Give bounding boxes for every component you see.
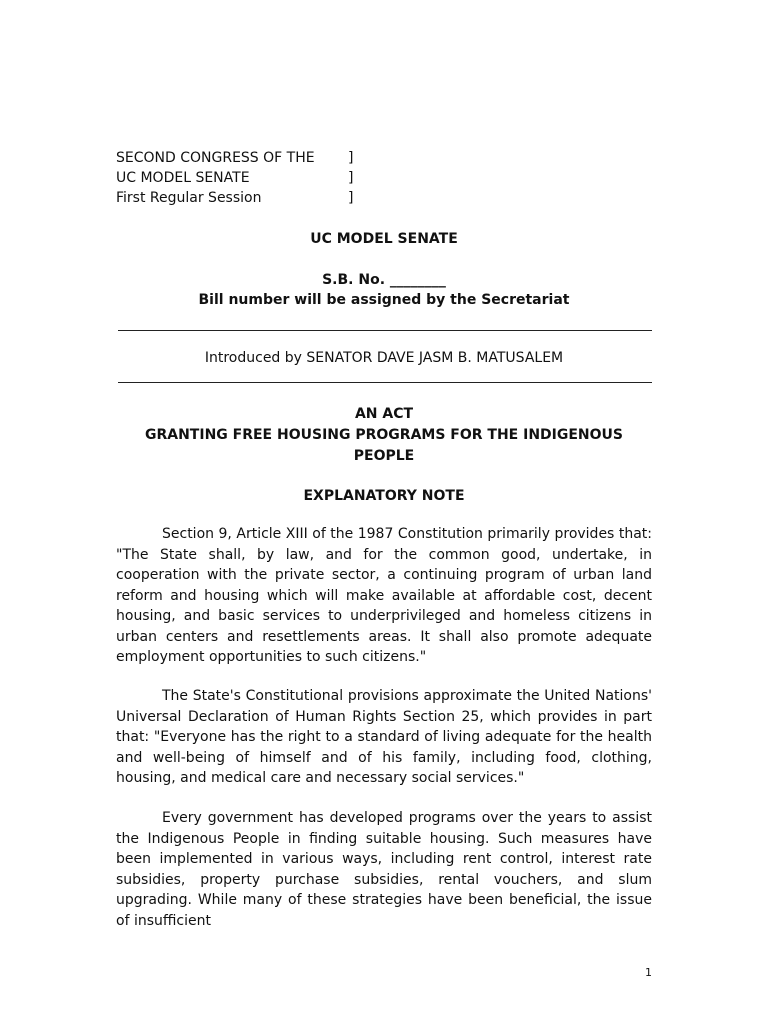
paragraph: Every government has developed programs over the years to assist the Indigenous People in finding suitable housing. Such measures have been implemented in various ways, including rent control, interest rate subsidies, property purchase subsidies, rental vouchers, and slum upgrading. While many of these strategies have been beneficial, the issue of insufficient: [116, 810, 652, 929]
divider-line: [118, 330, 652, 331]
bill-number-note: Bill number will be assigned by the Secretariat: [198, 292, 570, 308]
congress-caption: [116, 148, 376, 208]
act-title: GRANTING FREE HOUSING PROGRAMS FOR THE INDIGENOUS PEOPLE: [144, 427, 623, 464]
caption-bracket: ]: [348, 150, 354, 166]
bill-number: S.B. No. ________: [322, 272, 446, 288]
caption-row-senate: [116, 168, 376, 188]
caption-senate: UC MODEL SENATE: [116, 170, 250, 186]
explanatory-note-heading: EXPLANATORY NOTE: [303, 488, 465, 504]
act-heading: AN ACT: [354, 406, 414, 422]
caption-row-session: [116, 188, 376, 208]
caption-session: First Regular Session: [116, 190, 262, 206]
caption-bracket: ]: [348, 190, 354, 206]
caption-row-congress: [116, 148, 376, 168]
divider-line: [118, 382, 652, 383]
caption-congress: SECOND CONGRESS OF THE: [116, 150, 315, 166]
page-number: 1: [645, 966, 652, 979]
caption-bracket: ]: [348, 170, 354, 186]
senate-title: UC MODEL SENATE: [310, 231, 458, 247]
introduced-by: Introduced by SENATOR DAVE JASM B. MATUSALEM: [204, 350, 564, 366]
paragraph: The State's Constitutional provisions approximate the United Nations' Universal Declaration of Human Rights Section 25, which provides in part that: "Everyone has the right to a standard of living adequate for the health and well-being of himself and of his family, including food, clothing, housing, and medical care and necessary social services.": [116, 688, 652, 786]
paragraph: Section 9, Article XIII of the 1987 Constitution primarily provides that: "The State shall, by law, and for the common good, undertake, in cooperation with the private sector, a continuing program of urban land reform and housing which will make available at affordable cost, decent housing, and basic services to underprivileged and homeless citizens in urban centers and resettlements areas. It shall also promote adequate employment opportunities to such citizens.": [116, 526, 652, 665]
